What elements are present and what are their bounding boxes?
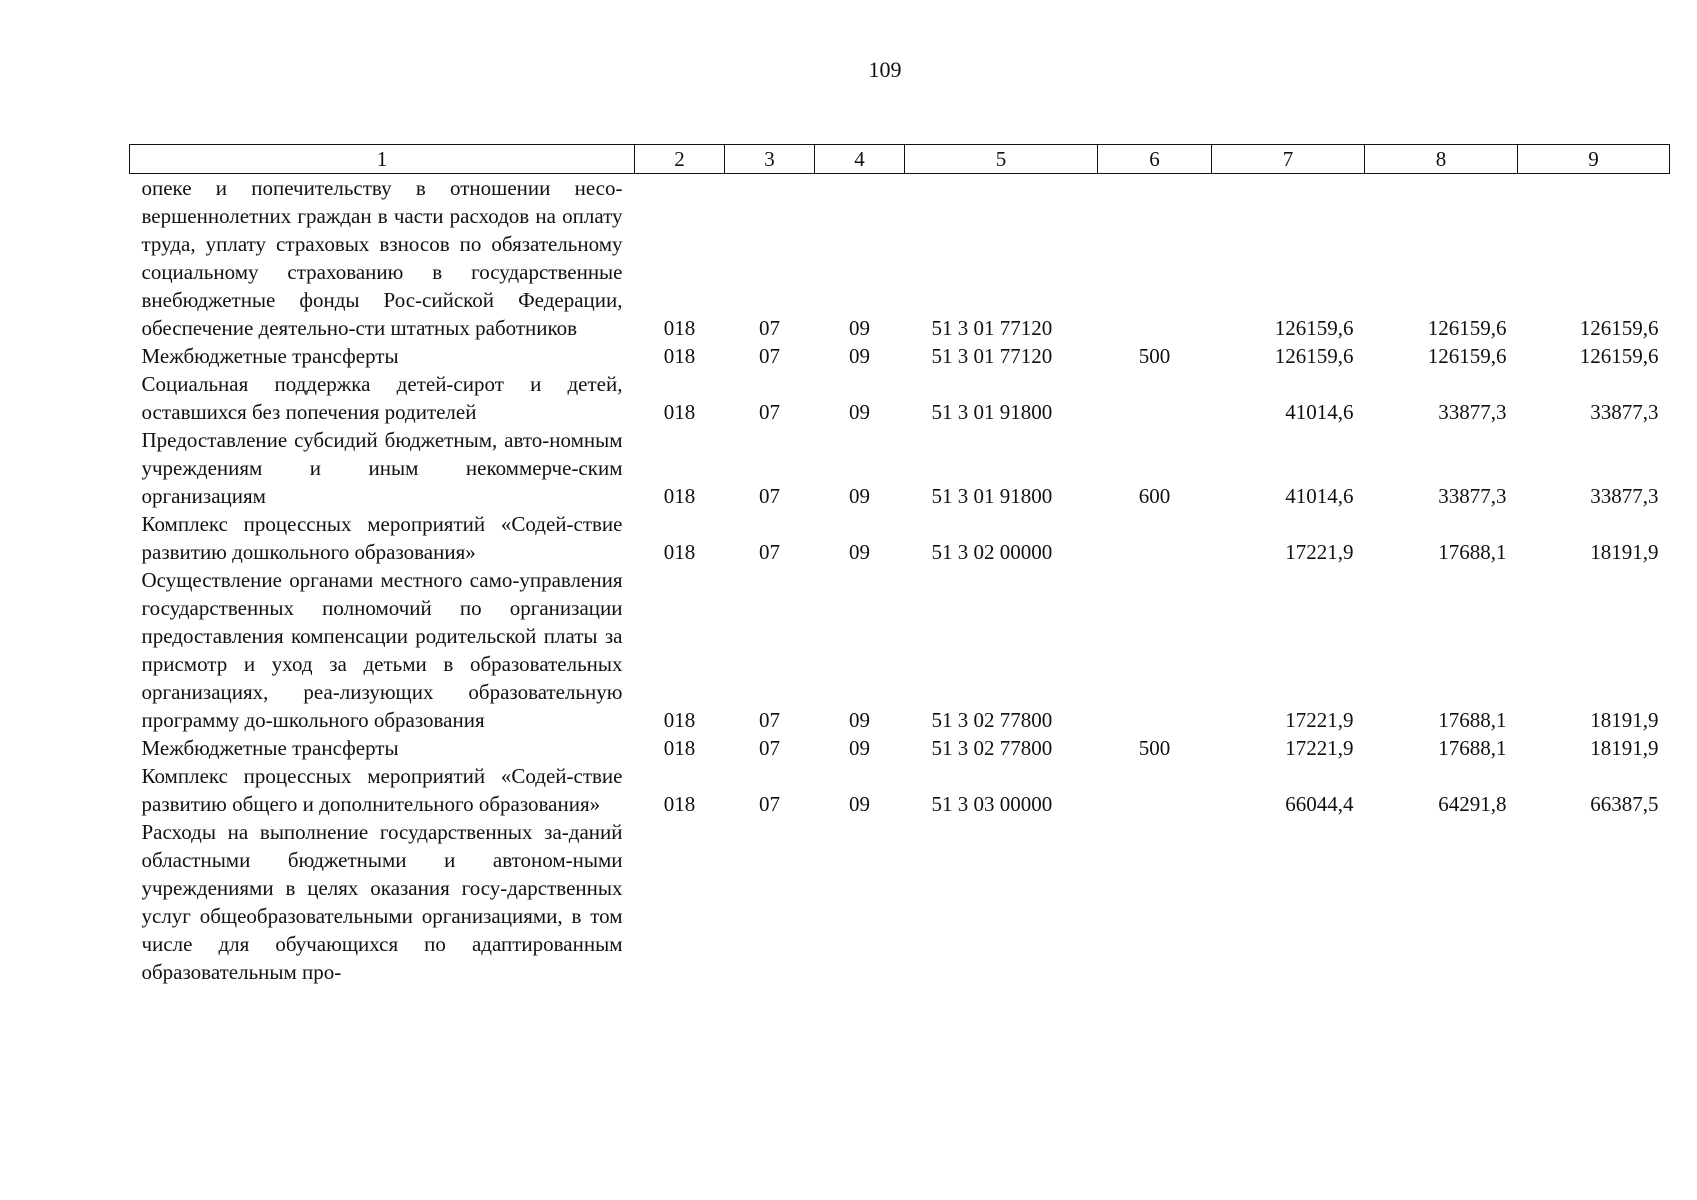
- row-name: Комплекс процессных мероприятий «Содей-ствие развитию дошкольного образования»: [141, 512, 623, 564]
- cell-amount-year2: [1365, 818, 1518, 986]
- cell-amount-year3: 18191,9: [1590, 708, 1659, 732]
- cell-amount-year2: 17688,1: [1438, 736, 1507, 760]
- cell-amount-year2: 17688,1: [1438, 708, 1507, 732]
- cell-subsection-code: [815, 818, 905, 986]
- column-header-7: 7: [1212, 145, 1365, 174]
- cell-amount-year3: 66387,5: [1590, 792, 1659, 816]
- cell-target-article: [905, 818, 1098, 986]
- cell-expense-type: [1098, 510, 1212, 566]
- cell-section-code: 07: [759, 344, 780, 368]
- cell-target-article: 51 3 01 77120: [931, 344, 1053, 368]
- cell-subsection-code: 09: [849, 344, 870, 368]
- cell-target-article: 51 3 01 91800: [931, 484, 1053, 508]
- cell-subsection-code: 09: [849, 792, 870, 816]
- cell-amount-year3: 33877,3: [1590, 484, 1659, 508]
- table-row: [130, 818, 1670, 986]
- cell-expense-type: 600: [1138, 484, 1171, 508]
- cell-amount-year1: 66044,4: [1285, 792, 1354, 816]
- cell-amount-year1: 126159,6: [1274, 344, 1354, 368]
- cell-ministry-code: 018: [663, 540, 696, 564]
- cell-amount-year3: 18191,9: [1590, 540, 1659, 564]
- column-header-3: 3: [725, 145, 815, 174]
- cell-amount-year3: [1518, 818, 1670, 986]
- cell-target-article: 51 3 01 77120: [931, 316, 1053, 340]
- cell-ministry-code: 018: [663, 316, 696, 340]
- row-name: Межбюджетные трансферты: [141, 344, 399, 368]
- cell-section-code: 07: [759, 400, 780, 424]
- table-row: [130, 426, 1670, 510]
- cell-section-code: 07: [759, 708, 780, 732]
- table-row: [130, 510, 1670, 566]
- column-header-1: 1: [130, 145, 635, 174]
- cell-amount-year1: 41014,6: [1285, 400, 1354, 424]
- cell-expense-type: [1098, 818, 1212, 986]
- cell-amount-year1: 17221,9: [1285, 540, 1354, 564]
- cell-target-article: 51 3 01 91800: [931, 400, 1053, 424]
- cell-expense-type: [1098, 174, 1212, 343]
- cell-ministry-code: 018: [663, 792, 696, 816]
- cell-expense-type: 500: [1138, 736, 1171, 760]
- cell-amount-year3: 126159,6: [1579, 316, 1659, 340]
- cell-subsection-code: 09: [849, 736, 870, 760]
- cell-target-article: 51 3 03 00000: [931, 792, 1053, 816]
- cell-subsection-code: 09: [849, 708, 870, 732]
- cell-section-code: 07: [759, 484, 780, 508]
- cell-amount-year1: [1212, 818, 1365, 986]
- budget-table: [129, 144, 1670, 986]
- cell-subsection-code: 09: [849, 316, 870, 340]
- cell-expense-type: [1098, 566, 1212, 734]
- table-row: [130, 174, 1670, 343]
- cell-ministry-code: 018: [663, 344, 696, 368]
- budget-table-container: [129, 144, 1669, 986]
- cell-target-article: 51 3 02 77800: [931, 736, 1053, 760]
- cell-amount-year1: 41014,6: [1285, 484, 1354, 508]
- cell-amount-year3: 18191,9: [1590, 736, 1659, 760]
- column-header-4: 4: [815, 145, 905, 174]
- cell-amount-year2: 17688,1: [1438, 540, 1507, 564]
- cell-subsection-code: 09: [849, 484, 870, 508]
- cell-ministry-code: 018: [663, 736, 696, 760]
- cell-ministry-code: 018: [663, 400, 696, 424]
- cell-section-code: 07: [759, 736, 780, 760]
- cell-amount-year3: 126159,6: [1579, 344, 1659, 368]
- cell-ministry-code: [635, 818, 725, 986]
- table-row: [130, 566, 1670, 734]
- cell-amount-year1: 126159,6: [1274, 316, 1354, 340]
- cell-expense-type: 500: [1138, 344, 1171, 368]
- cell-target-article: 51 3 02 00000: [931, 540, 1053, 564]
- cell-section-code: [725, 818, 815, 986]
- table-row: [130, 734, 1670, 762]
- cell-amount-year1: 17221,9: [1285, 708, 1354, 732]
- row-name: Социальная поддержка детей-сирот и детей, оставшихся без попечения родителей: [141, 372, 623, 424]
- cell-amount-year2: 64291,8: [1438, 792, 1507, 816]
- cell-expense-type: [1098, 370, 1212, 426]
- cell-amount-year2: 126159,6: [1427, 344, 1507, 368]
- column-header-2: 2: [635, 145, 725, 174]
- cell-amount-year2: 33877,3: [1438, 400, 1507, 424]
- cell-amount-year2: 126159,6: [1427, 316, 1507, 340]
- table-header: [130, 145, 1670, 174]
- table-row: [130, 762, 1670, 818]
- row-name: опеке и попечительству в отношении несо-вершеннолетних граждан в части расходов на оплату труда, уплату страховых взносов по обязательному социальному страхованию в государственные внебюджетные фонды Рос-сийской Федерации, обеспечение деятельно-сти штатных работников: [141, 176, 623, 340]
- column-header-5: 5: [905, 145, 1098, 174]
- cell-subsection-code: 09: [849, 400, 870, 424]
- cell-expense-type: [1098, 762, 1212, 818]
- cell-ministry-code: 018: [663, 484, 696, 508]
- column-header-6: 6: [1098, 145, 1212, 174]
- row-name: Осуществление органами местного само-управления государственных полномочий по организации предоставления компенсации родительской платы за присмотр и уход за детьми в образовательных организациях, реа-лизующих образовательную программу до-школьного образования: [141, 568, 623, 732]
- table-row: [130, 342, 1670, 370]
- row-name: Расходы на выполнение государственных за-даний областными бюджетными и автоном-ными учреждениями в целях оказания госу-дарственных услуг общеобразовательными организациями, в том числе для обучающихся по адаптированным образовательным про-: [141, 820, 623, 984]
- table-row: [130, 370, 1670, 426]
- cell-amount-year1: 17221,9: [1285, 736, 1354, 760]
- cell-amount-year2: 33877,3: [1438, 484, 1507, 508]
- cell-section-code: 07: [759, 316, 780, 340]
- cell-section-code: 07: [759, 792, 780, 816]
- cell-target-article: 51 3 02 77800: [931, 708, 1053, 732]
- header-row: [130, 145, 1670, 174]
- page-number: 109: [868, 57, 902, 82]
- column-header-8: 8: [1365, 145, 1518, 174]
- row-name: Предоставление субсидий бюджетным, авто-номным учреждениям и иным некоммерче-ским организациям: [141, 428, 623, 508]
- table-body: [130, 174, 1670, 987]
- cell-section-code: 07: [759, 540, 780, 564]
- cell-subsection-code: 09: [849, 540, 870, 564]
- row-name: Межбюджетные трансферты: [141, 736, 399, 760]
- row-name: Комплекс процессных мероприятий «Содей-ствие развитию общего и дополнительного образования»: [141, 764, 623, 816]
- cell-amount-year3: 33877,3: [1590, 400, 1659, 424]
- column-header-9: 9: [1518, 145, 1670, 174]
- cell-ministry-code: 018: [663, 708, 696, 732]
